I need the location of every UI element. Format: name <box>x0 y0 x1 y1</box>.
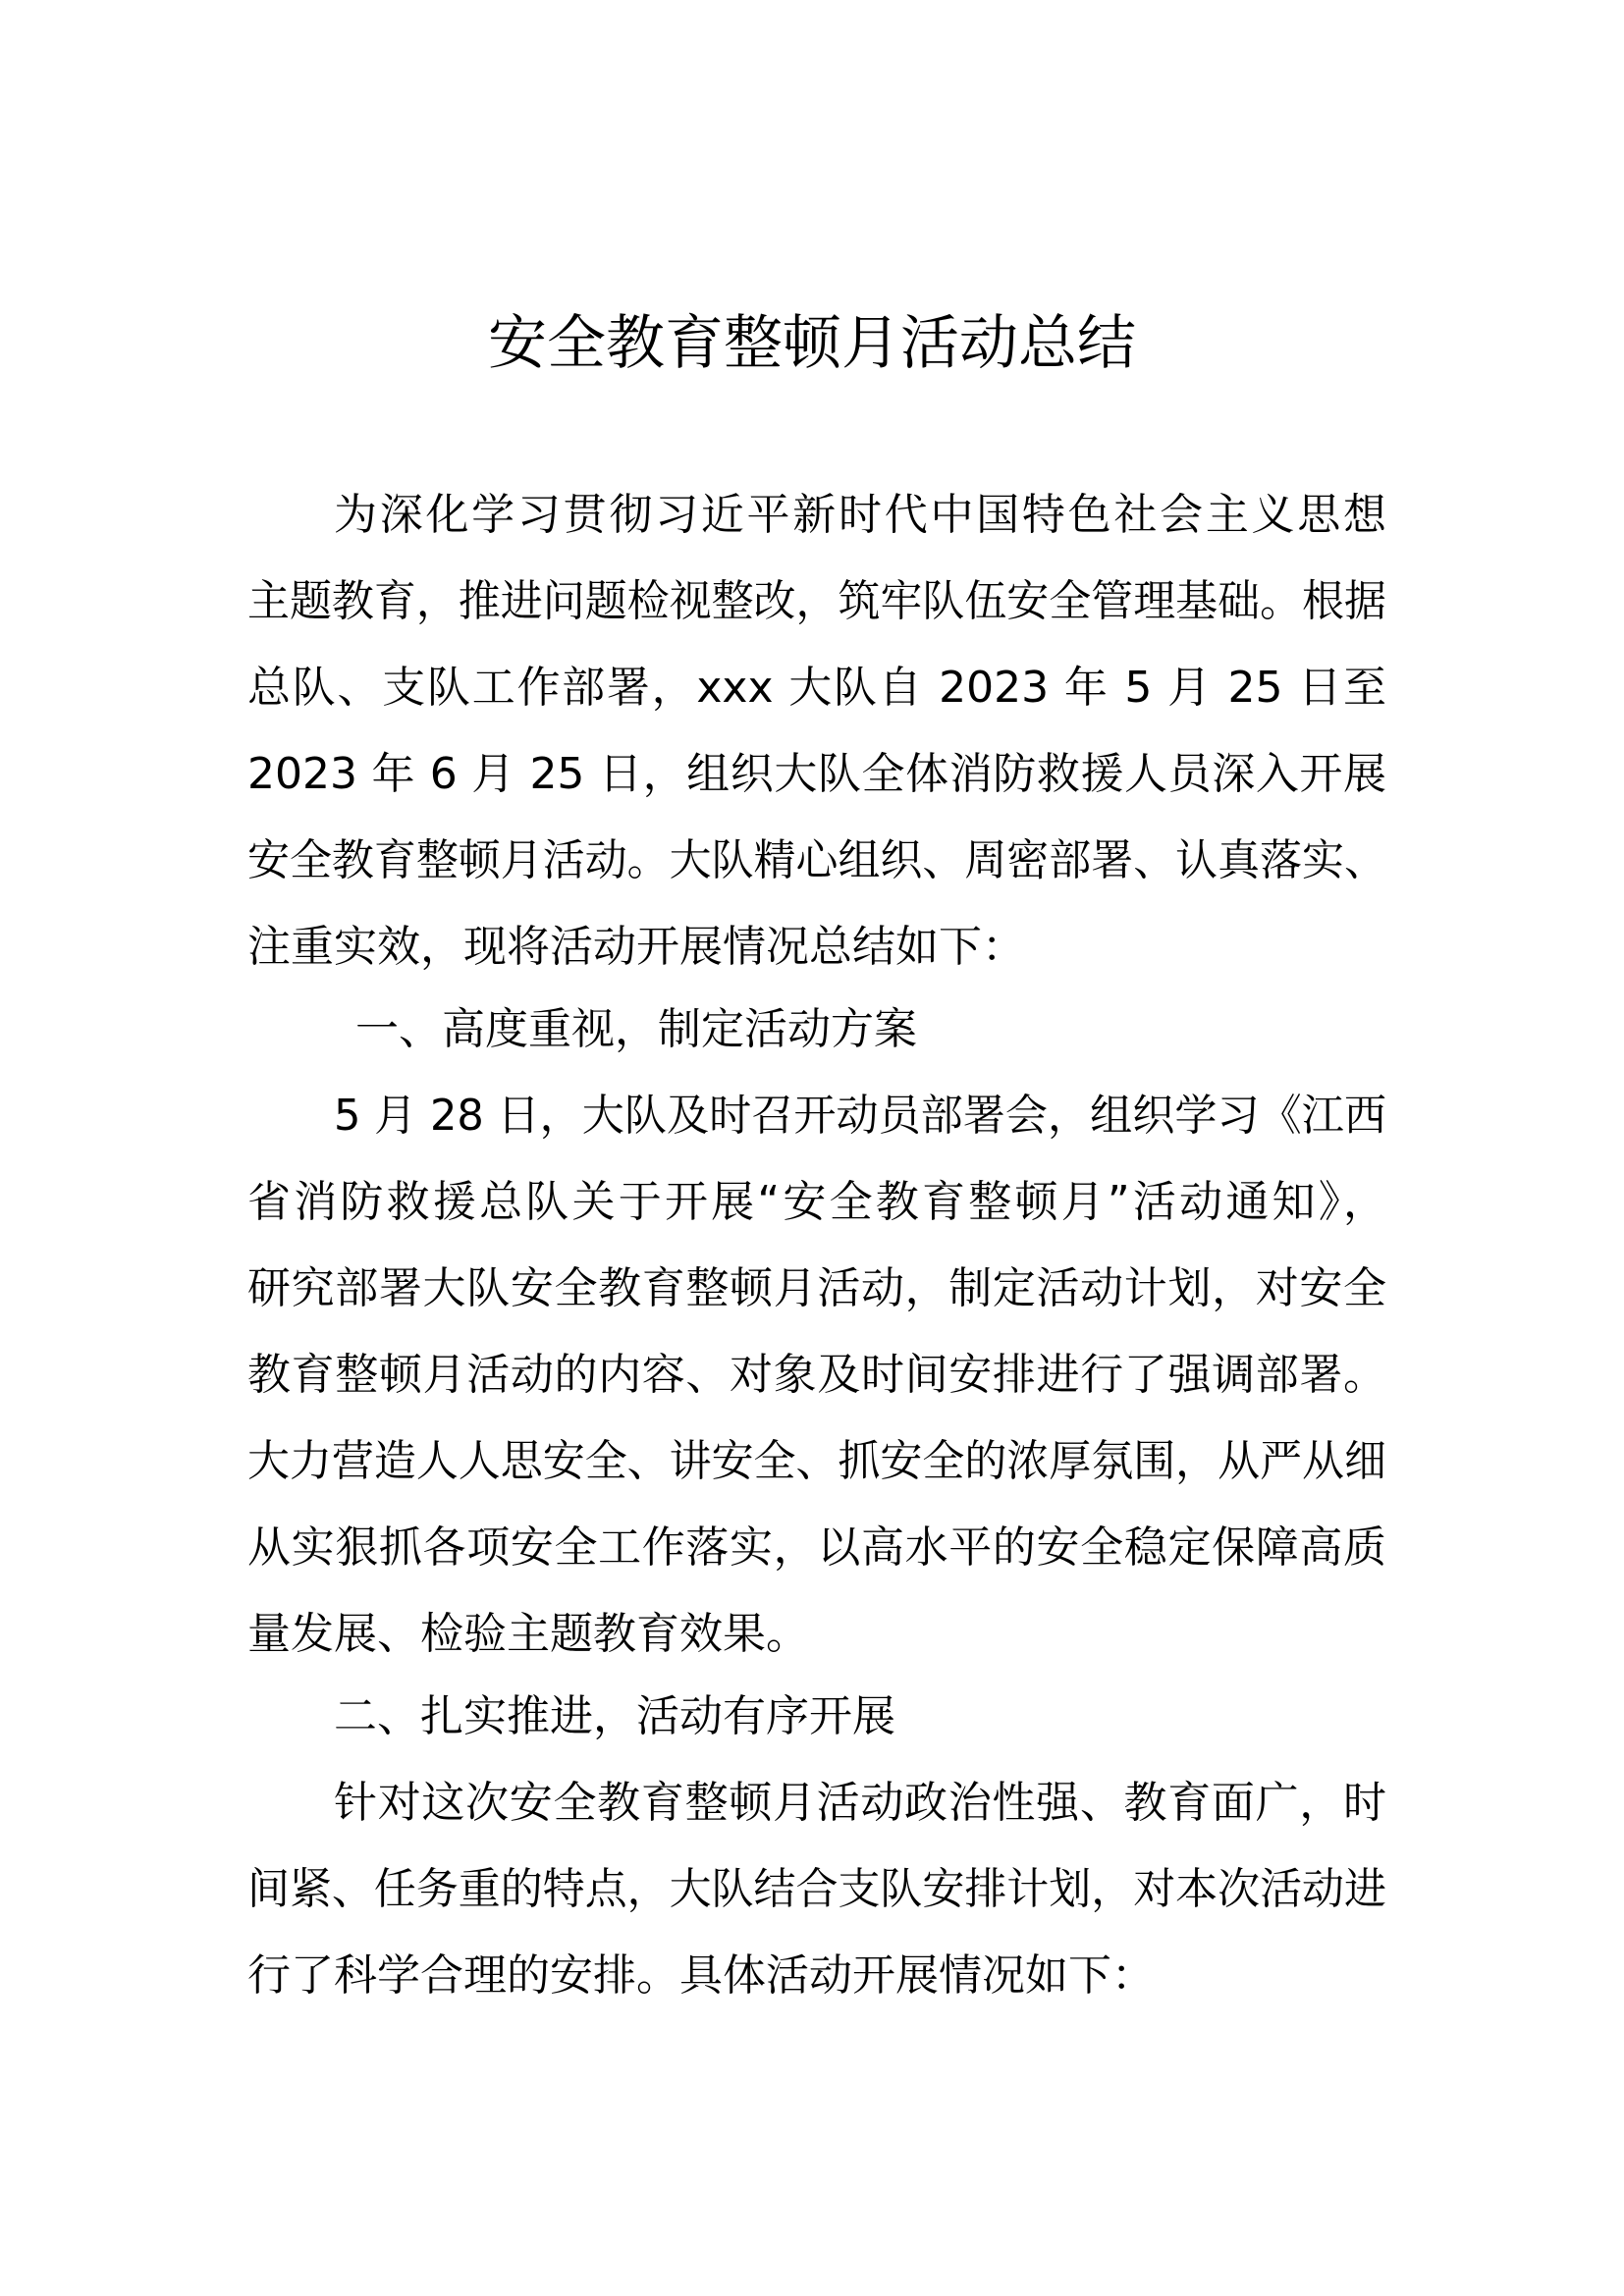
paragraph-3-line-1: 针对这次安全教育整顿月活动政治性强、教育面广，时 <box>334 1778 1386 1828</box>
paragraph-2-line-2: 省消防救援总队关于开展“安全教育整顿月”活动通知》， <box>247 1177 1386 1227</box>
section-heading-1: 一、高度重视，制定活动方案 <box>355 1004 917 1054</box>
document-title: 安全教育整顿月活动总结 <box>488 309 1136 378</box>
paragraph-1-line-6: 注重实效，现将活动开展情况总结如下： <box>247 922 1025 972</box>
paragraph-3-line-2: 间紧、任务重的特点，大队结合支队安排计划，对本次活动进 <box>247 1864 1386 1914</box>
paragraph-1-line-3: 总队、支队工作部署，xxx 大队自 2023 年 5 月 25 日至 <box>247 663 1386 713</box>
paragraph-1-line-5: 安全教育整顿月活动。大队精心组织、周密部署、认真落实、 <box>247 835 1386 885</box>
section-heading-2: 二、扎实推进，活动有序开展 <box>334 1691 895 1741</box>
paragraph-2-line-5: 大力营造人人思安全、讲安全、抓安全的浓厚氛围，从严从细 <box>247 1436 1386 1486</box>
paragraph-2-line-7: 量发展、检验主题教育效果。 <box>247 1609 809 1659</box>
paragraph-2-line-6: 从实狠抓各项安全工作落实，以高水平的安全稳定保障高质 <box>247 1522 1386 1573</box>
paragraph-2-line-4: 教育整顿月活动的内容、对象及时间安排进行了强调部署。 <box>247 1350 1386 1400</box>
paragraph-1-line-4: 2023 年 6 月 25 日，组织大队全体消防救援人员深入开展 <box>247 749 1386 799</box>
paragraph-2-line-3: 研究部署大队安全教育整顿月活动，制定活动计划，对安全 <box>247 1263 1386 1313</box>
paragraph-1-line-2: 主题教育，推进问题检视整改，筑牢队伍安全管理基础。根据 <box>247 576 1386 626</box>
paragraph-3-line-3: 行了科学合理的安排。具体活动开展情况如下： <box>247 1950 1155 2001</box>
paragraph-2-line-1: 5 月 28 日，大队及时召开动员部署会，组织学习《江西 <box>334 1091 1386 1141</box>
paragraph-1-line-1: 为深化学习贯彻习近平新时代中国特色社会主义思想 <box>334 490 1386 540</box>
